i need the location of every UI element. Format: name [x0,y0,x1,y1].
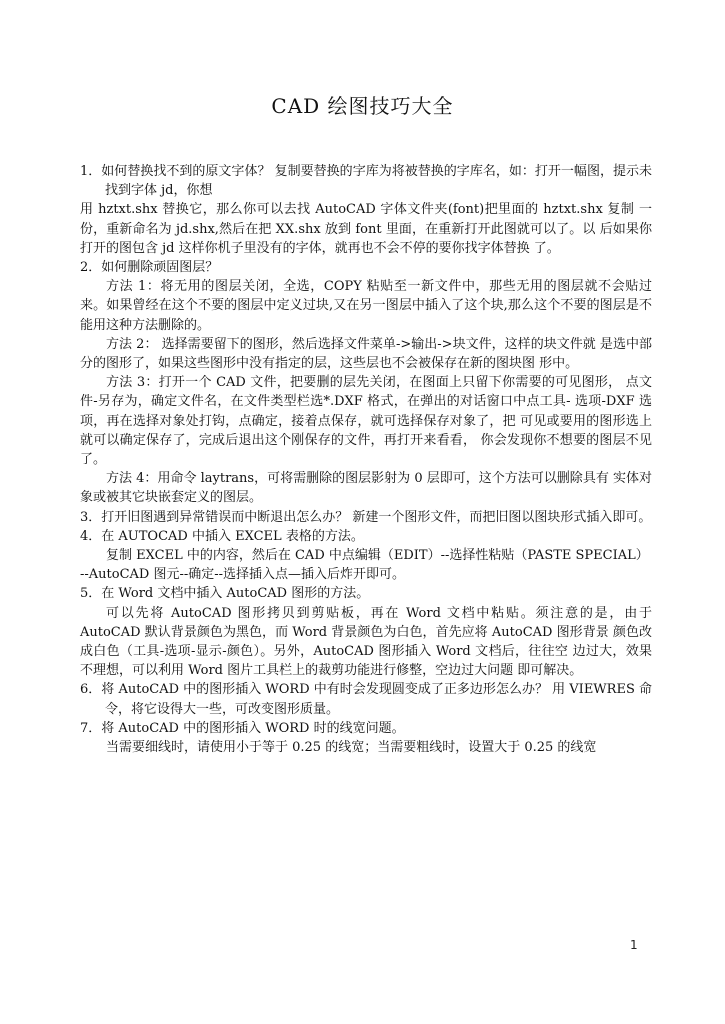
paragraph-method-2: 方法 2： 选择需要留下的图形，然后选择文件菜单->输出->块文件，这样的块文件就 是选中部分的图形了，如果这些图形中没有指定的层，这些层也不会被保存在新的图块图 形中。 [80,336,652,372]
document-title: CAD 绘图技巧大全 [271,94,454,118]
page-number: 1 [630,938,638,952]
paragraph-method-1: 方法 1：将无用的图层关闭，全选，COPY 粘贴至一新文件中，那些无用的图层就不会贴过来。如果曾经在这个不要的图层中定义过块,又在另一图层中插入了这个块,那么这个不要的图层是不能用这种方法删除的。 [80,279,652,333]
paragraph-q5: 5．在 Word 文档中插入 AutoCAD 图形的方法。 [80,586,370,602]
paragraph-method-4: 方法 4：用命令 laytrans，可将需删除的图层影射为 0 层即可，这个方法可以删除具有 实体对象或被其它块嵌套定义的图层。 [80,471,652,506]
paragraph-q7-body: 当需要细线时，请使用小于等于 0.25 的线宽；当需要粗线时，设置大于 0.25 的线宽 [106,740,597,756]
paragraph-q7: 7．将 AutoCAD 中的图形插入 WORD 时的线宽问题。 [80,720,405,736]
paragraph-method-3: 方法 3：打开一个 CAD 文件，把要删的层先关闭，在图面上只留下你需要的可见图形， 点文件-另存为，确定文件名，在文件类型栏选*.DXF 格式，在弹出的对话窗口中点工具- 选项-DXF 选项，再在选择对象处打钩，点确定，接着点保存，就可选择保存对象了，把 可见或要用的图形选上就可以确定保存了，完成后退出这个刚保存的文件，再打开来看看， 你会发现你不想要的图层不见了。 [80,375,652,468]
paragraph-q4-body: 复制 EXCEL 中的内容，然后在 CAD 中点编辑（EDIT）--选择性粘贴（PASTE SPECIAL） [106,548,649,564]
paragraph-q6: 6．将 AutoCAD 中的图形插入 WORD 中有时会发现圆变成了正多边形怎么办？ 用 VIEWRES 命令，将它设得大一些，可改变图形质量。 [80,682,652,717]
paragraph-q1: 1．如何替换找不到的原文字体？ 复制要替换的字库为将被替换的字库名，如：打开一幅图，提示未找到字体 jd，你想 [80,164,652,199]
paragraph-q3: 3．打开旧图遇到异常错误而中断退出怎么办？ 新建一个图形文件，而把旧图以图块形式插入即可。 [80,509,652,525]
paragraph-q4: 4．在 AUTOCAD 中插入 EXCEL 表格的方法。 [80,528,364,544]
paragraph-q5-body: 可以先将 AutoCAD 图形拷贝到剪贴板，再在 Word 文档中粘贴。须注意的是，由于AutoCAD 默认背景颜色为黑色，而 Word 背景颜色为白色，首先应将 AutoCAD 图形背景 颜色改成白色（工具-选项-显示-颜色）。另外，AutoCAD 图形插入 Word 文档后，往往空 边过大，效果不理想，可以利用 Word 图片工具栏上的裁剪功能进行修整，空边过大问题 即可解决。 [80,605,652,679]
paragraph-q2: 2．如何删除顽固图层？ [80,260,219,276]
paragraph-q4-steps: --AutoCAD 图元--确定--选择插入点—插入后炸开即可。 [80,567,406,583]
document-body [80,162,652,757]
paragraph-q1-body: 用 hztxt.shx 替换它，那么你可以去找 AutoCAD 字体文件夹(font)把里面的 hztxt.shx 复制 一份，重新命名为 jd.shx,然后在把 XX.shx 放到 font 里面，在重新打开此图就可以了。以 后如果你打开的图包含 jd 这样你机子里没有的字体，就再也不会不停的要你找字体替换 了。 [80,202,652,256]
